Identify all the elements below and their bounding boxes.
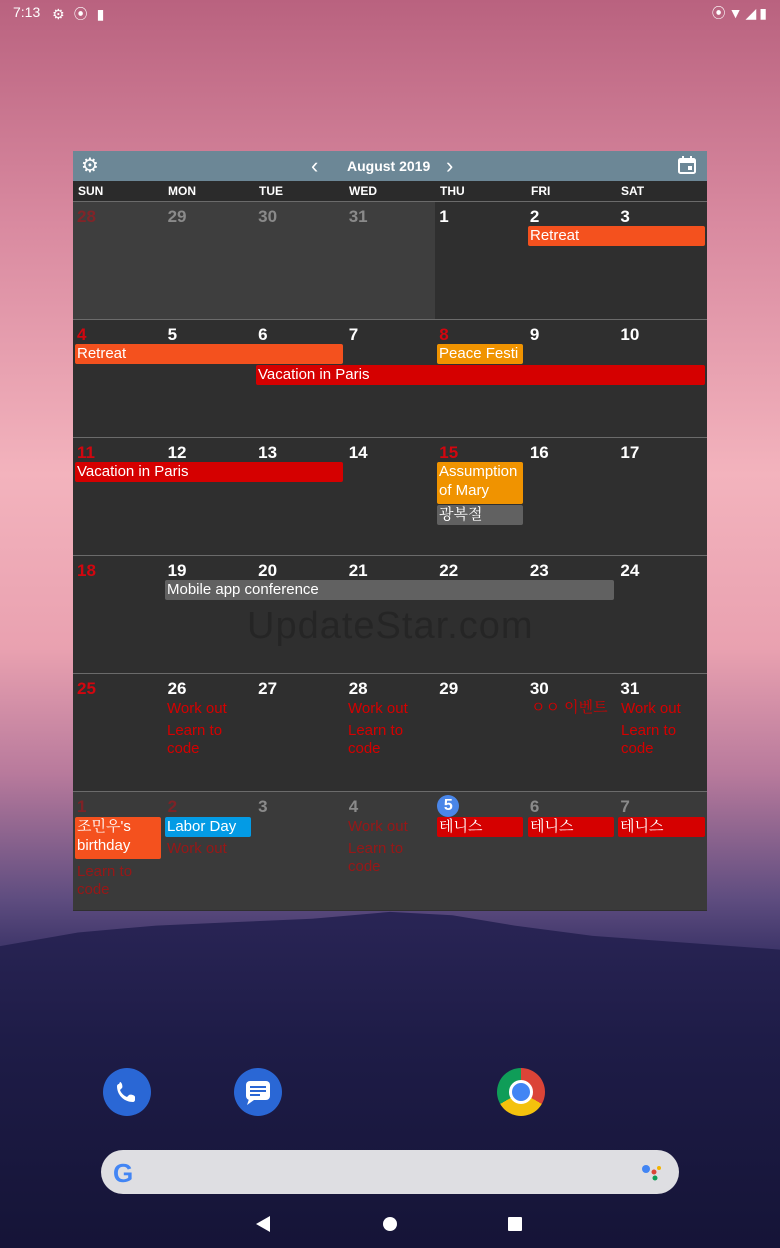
day-cell[interactable]: [526, 556, 617, 674]
event-birthday[interactable]: 조민우's birthday: [75, 817, 161, 859]
day-number: 10: [620, 325, 640, 344]
event-work-out[interactable]: Work out: [167, 840, 227, 857]
battery-icon: ▮: [759, 5, 770, 21]
day-number: 28: [348, 679, 368, 698]
event-retreat[interactable]: Retreat: [528, 226, 705, 246]
day-number: 31: [348, 207, 368, 226]
week-row-2: [73, 319, 707, 438]
event-vacation[interactable]: Vacation in Paris: [256, 365, 705, 385]
messages-icon[interactable]: [234, 1068, 282, 1116]
day-cell[interactable]: [73, 320, 164, 438]
day-number: 12: [167, 443, 187, 462]
day-number: 13: [258, 443, 278, 462]
day-number: 14: [348, 443, 368, 462]
today-day-number: 5: [437, 795, 459, 817]
day-cell[interactable]: [254, 792, 345, 910]
dow-thu: THU: [440, 184, 465, 198]
event-labor-day[interactable]: Labor Day: [165, 817, 251, 837]
back-icon[interactable]: [256, 1216, 270, 1232]
home-icon[interactable]: [383, 1217, 397, 1231]
day-number: 27: [258, 679, 278, 698]
week-row-5: [73, 673, 707, 792]
phone-icon[interactable]: [103, 1068, 151, 1116]
status-bar: [0, 0, 780, 24]
day-cell[interactable]: [164, 202, 255, 320]
chevron-right-icon[interactable]: ›: [446, 153, 454, 178]
day-number: 25: [77, 679, 96, 698]
day-number: 1: [77, 797, 87, 816]
day-cell[interactable]: [164, 320, 255, 438]
days-of-week-row: [73, 181, 707, 201]
day-cell[interactable]: [526, 202, 617, 320]
day-number: 4: [77, 325, 87, 344]
week-row-1: [73, 201, 707, 320]
day-number: 17: [620, 443, 640, 462]
day-number: 23: [529, 561, 549, 580]
navigation-bar: [0, 1200, 780, 1248]
day-cell[interactable]: [435, 674, 526, 792]
day-number: 1: [439, 207, 449, 226]
day-cell[interactable]: [254, 438, 345, 556]
dow-fri: FRI: [531, 184, 551, 198]
day-number: 22: [439, 561, 459, 580]
day-number: 26: [167, 679, 187, 698]
event-work-out[interactable]: Work out: [348, 818, 408, 835]
phone-glyph-icon: [103, 1068, 151, 1116]
day-number: 2: [167, 797, 178, 816]
day-cell[interactable]: [164, 556, 255, 674]
widget-header: [73, 151, 707, 181]
day-number: 7: [620, 797, 630, 816]
dow-wed: WED: [349, 184, 377, 198]
day-cell[interactable]: [73, 556, 164, 674]
day-number: 20: [258, 561, 278, 580]
day-cell[interactable]: [73, 202, 164, 320]
day-cell[interactable]: [526, 674, 617, 792]
day-number: 5: [167, 325, 178, 344]
day-cell[interactable]: [73, 438, 164, 556]
chrome-icon[interactable]: [497, 1068, 545, 1116]
chrome-center: [509, 1080, 533, 1104]
wifi-icon: ▼: [728, 5, 746, 21]
day-number: 11: [77, 443, 95, 462]
day-number: 7: [348, 325, 359, 344]
day-cell[interactable]: [345, 438, 436, 556]
event-work-out[interactable]: Work out: [621, 700, 681, 717]
signal-icon: ◢: [745, 5, 760, 21]
event-work-out[interactable]: Work out: [167, 700, 227, 717]
event-peace-festival[interactable]: Peace Festi: [437, 344, 523, 364]
event-vacation[interactable]: Vacation in Paris: [75, 462, 343, 482]
day-cell[interactable]: [435, 792, 526, 910]
google-g-icon: G: [113, 1158, 134, 1188]
event-learn-to-code[interactable]: Learn to code: [77, 863, 133, 898]
day-cell[interactable]: [526, 438, 617, 556]
day-cell[interactable]: [526, 792, 617, 910]
watermark: UpdateStar.com: [247, 605, 534, 647]
day-number: 3: [620, 207, 630, 226]
location-status-icon: ⦿: [73, 6, 88, 22]
sd-card-status-icon: ▮: [96, 6, 105, 22]
event-assumption[interactable]: Assumption of Mary: [437, 462, 523, 504]
day-cell[interactable]: [254, 202, 345, 320]
event-30[interactable]: ㅇㅇ 이벤트: [531, 699, 608, 716]
day-cell[interactable]: [616, 202, 707, 320]
day-cell[interactable]: [616, 556, 707, 674]
dow-tue: TUE: [259, 184, 283, 198]
day-number: 9: [529, 325, 540, 344]
day-number: 28: [77, 207, 96, 226]
day-number: 31: [620, 679, 640, 698]
day-number: 6: [529, 797, 540, 816]
dow-sat: SAT: [621, 184, 645, 198]
day-cell[interactable]: [164, 438, 255, 556]
day-number: 19: [167, 561, 187, 580]
event-tennis[interactable]: 테니스: [437, 817, 523, 837]
day-number: 15: [439, 443, 459, 462]
day-number: 8: [439, 325, 449, 344]
day-number: 16: [529, 443, 549, 462]
week-row-3: [73, 437, 707, 556]
day-number: 29: [439, 679, 459, 698]
month-title[interactable]: August 2019: [347, 158, 431, 174]
day-cell[interactable]: [616, 792, 707, 910]
day-number: 29: [167, 207, 187, 226]
event-mobile-conference[interactable]: Mobile app conference: [165, 580, 614, 600]
location-icon: ⦿: [711, 5, 729, 21]
day-number: 4: [348, 797, 359, 816]
event-retreat[interactable]: Retreat: [75, 344, 343, 364]
day-cell[interactable]: [345, 202, 436, 320]
day-cell[interactable]: [435, 202, 526, 320]
day-number: 24: [620, 561, 640, 580]
recents-icon[interactable]: [508, 1217, 522, 1231]
event-learn-to-code[interactable]: Learn to code: [348, 722, 404, 757]
settings-status-icon: ⚙: [52, 6, 65, 22]
event-work-out[interactable]: Work out: [348, 700, 408, 717]
event-learn-to-code[interactable]: Learn to code: [167, 722, 223, 757]
day-cell[interactable]: [254, 674, 345, 792]
dow-mon: MON: [168, 184, 196, 198]
event-tennis[interactable]: 테니스: [528, 817, 614, 837]
calendar-today-icon[interactable]: [677, 155, 697, 175]
dow-sun: SUN: [78, 184, 104, 198]
event-gwangbokjeol[interactable]: 광복절: [437, 505, 523, 525]
status-icons-right: [712, 3, 770, 23]
chevron-left-icon[interactable]: ‹: [311, 153, 319, 178]
day-number: 3: [258, 797, 268, 816]
week-row-6: [73, 791, 707, 910]
status-icons-left: [52, 4, 113, 24]
event-learn-to-code[interactable]: Learn to code: [348, 840, 404, 875]
day-number: 2: [529, 207, 540, 226]
day-cell[interactable]: [73, 674, 164, 792]
google-search-bar[interactable]: [101, 1150, 679, 1194]
day-number: 30: [258, 207, 278, 226]
event-learn-to-code[interactable]: Learn to code: [621, 722, 677, 757]
day-number: 30: [529, 679, 549, 698]
day-number: 18: [77, 561, 96, 580]
assistant-icon[interactable]: [641, 1163, 663, 1181]
gear-icon[interactable]: ⚙: [81, 155, 99, 177]
calendar-widget: [73, 151, 707, 911]
status-time: 7:13: [13, 4, 41, 20]
message-bubble-icon: [234, 1068, 282, 1116]
event-tennis[interactable]: 테니스: [618, 817, 705, 837]
day-number: 6: [258, 325, 268, 344]
day-cell[interactable]: [616, 438, 707, 556]
day-number: 21: [348, 561, 368, 580]
